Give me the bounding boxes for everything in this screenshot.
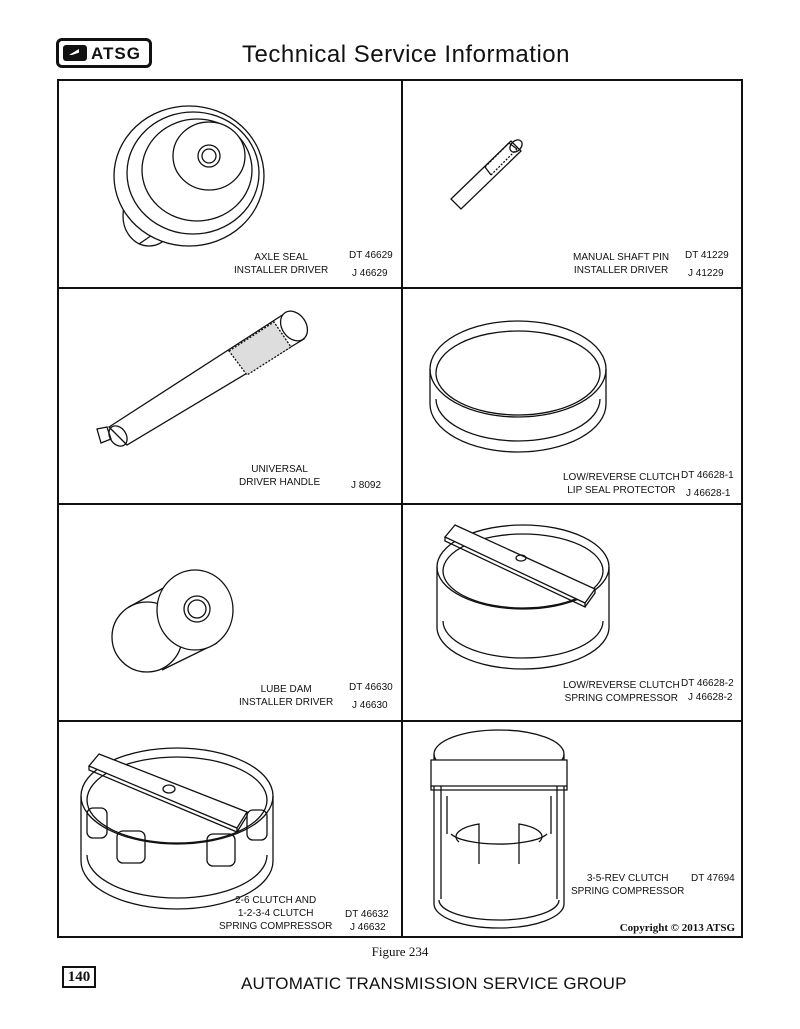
- pin-driver-icon: [443, 131, 543, 221]
- part-number: J 8092: [351, 480, 382, 491]
- tool-name-line: INSTALLER DRIVER: [234, 265, 329, 276]
- tool-cell-lr-spring-compressor: [403, 505, 743, 720]
- tool-name: [219, 894, 332, 933]
- tool-cell-manual-shaft-pin: [403, 81, 743, 287]
- part-number: DT 46629: [349, 250, 393, 261]
- tool-cell-axle-seal: [59, 81, 401, 287]
- tool-cell-lube-dam: [59, 505, 401, 720]
- tool-name-line: LOW/REVERSE CLUTCH: [563, 472, 680, 483]
- tool-name: [239, 463, 320, 489]
- tool-name: [571, 872, 684, 898]
- part-number: J 46629: [352, 268, 388, 279]
- part-number: J 46630: [352, 700, 388, 711]
- tool-name-line: INSTALLER DRIVER: [573, 265, 669, 276]
- tool-name-line: DRIVER HANDLE: [239, 477, 321, 488]
- lube-dam-driver-icon: [107, 545, 247, 675]
- tool-name-line: LIP SEAL PROTECTOR: [567, 485, 676, 496]
- part-number: J 46628-1: [686, 488, 731, 499]
- tool-number: [685, 249, 729, 280]
- part-number: J 41229: [688, 268, 724, 279]
- tool-grid: [57, 79, 743, 938]
- page-title: Technical Service Information: [242, 41, 570, 68]
- part-number: DT 41229: [685, 250, 729, 261]
- 2-6-compressor-icon: [77, 736, 287, 906]
- tool-name: [239, 683, 333, 709]
- tool-name-line: LOW/REVERSE CLUTCH: [563, 680, 680, 691]
- page-number: 140: [62, 966, 96, 988]
- tool-name-line: AXLE SEAL: [254, 252, 309, 263]
- tool-cell-lip-seal-protector: [403, 289, 743, 503]
- tool-cell-universal-handle: [59, 289, 401, 503]
- tool-name-line: INSTALLER DRIVER: [239, 697, 334, 708]
- tool-number: [691, 872, 735, 885]
- tool-name-line: SPRING COMPRESSOR: [571, 886, 685, 897]
- tool-name-line: 3-5-REV CLUTCH: [586, 873, 669, 884]
- copyright-notice: Copyright © 2013 ATSG: [619, 922, 735, 934]
- tool-name-line: SPRING COMPRESSOR: [219, 921, 333, 932]
- part-number: DT 46628-1: [681, 470, 734, 481]
- part-number: DT 46628-2: [681, 678, 734, 689]
- figure-caption: Figure 234: [371, 944, 429, 959]
- tool-cell-3-5-rev-spring-compressor: [403, 722, 743, 938]
- part-number: DT 46632: [345, 909, 389, 920]
- tool-name-line: UNIVERSAL: [251, 464, 308, 475]
- lr-compressor-icon: [435, 517, 615, 677]
- tool-number: [349, 681, 393, 712]
- seal-protector-icon: [428, 309, 618, 459]
- atsg-logo: [56, 38, 152, 68]
- logo-text: ATSG: [91, 44, 141, 63]
- tool-number: [681, 469, 734, 500]
- part-number: J 46628-2: [688, 692, 733, 703]
- tool-name: [234, 251, 328, 277]
- tool-name-line: 1-2-3-4 CLUTCH: [237, 908, 314, 919]
- tool-number: [349, 249, 393, 280]
- 3-5-rev-compressor-icon: [419, 724, 579, 934]
- tool-name: [563, 471, 680, 497]
- axle-seal-driver-icon: [89, 96, 289, 276]
- logo-emblem-icon: [63, 45, 87, 61]
- tool-name-line: 2-6 CLUTCH AND: [235, 895, 317, 906]
- tool-name-line: MANUAL SHAFT PIN: [573, 252, 670, 263]
- part-number: DT 47694: [691, 873, 735, 884]
- tool-name-line: LUBE DAM: [260, 684, 312, 695]
- tool-name-line: SPRING COMPRESSOR: [564, 693, 679, 704]
- tool-cell-2-6-spring-compressor: [59, 722, 401, 938]
- tool-name: [563, 679, 680, 705]
- part-number: DT 46630: [349, 682, 393, 693]
- part-number: J 46632: [350, 922, 386, 933]
- tool-number: [351, 479, 381, 492]
- tool-number: [681, 677, 734, 704]
- tool-name: [573, 251, 669, 277]
- tool-number: [345, 908, 389, 934]
- driver-handle-icon: [89, 299, 319, 449]
- footer-text: AUTOMATIC TRANSMISSION SERVICE GROUP: [241, 974, 627, 993]
